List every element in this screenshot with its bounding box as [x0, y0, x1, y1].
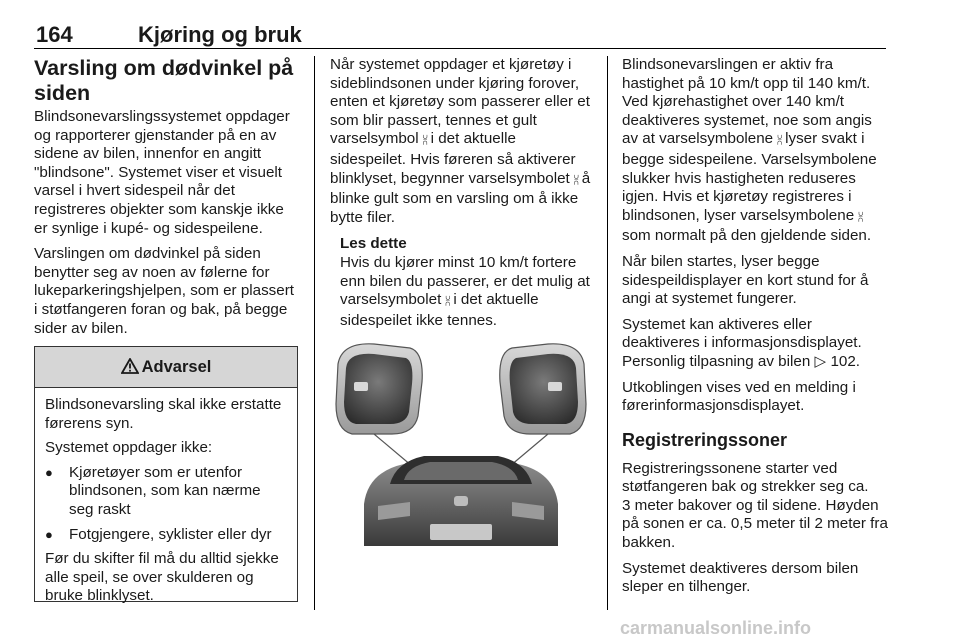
paragraph: Systemet oppdager ikke:: [45, 439, 213, 457]
paragraph: Blindsonevarslingssystemet oppdager og rapporterer gjenstander på en av sidene av bilen, innenfor en angitt "blindsone". Systemet viser et visuelt varsel i hvert sidespeil når det registreres objekter som kanskje ikke er synlige i kupé- og sidespeilene.: [34, 108, 290, 237]
paragraph: Når bilen startes, lyser begge sidespeildisplayer en kort stund for å angi at systemet fungerer.: [622, 252, 869, 308]
page-reference[interactable]: 102.: [830, 352, 860, 370]
blind-spot-symbol-icon: ⩈: [445, 296, 450, 308]
section-title: Varsling om dødvinkel på siden: [34, 56, 294, 105]
text: Hvis du kjører minst 10 km/t fortere enn bilen du passerer, er det mulig at varselsymbolet: [340, 253, 590, 309]
paragraph: Systemet deaktiveres dersom bilen sleper en tilhenger.: [622, 559, 859, 596]
blind-spot-symbol-icon: ⩈: [422, 135, 427, 147]
text: 3 meter bakover og til sidene. Høyden på sonen er ca. 0,5 meter til 2 meter fra bakken.: [622, 496, 888, 552]
column-divider: [607, 56, 608, 610]
column-middle: [330, 56, 592, 330]
left-mirror-warning-icon: [354, 382, 368, 391]
text: lyser svakt i begge sidespeilene. Varselsymbolene slukker hvis hastigheten reduseres igjen. Hvis et kjøretøy registreres i blindsonen, lyser varselsymbolene: [622, 130, 877, 224]
right-mirror-warning-icon: [548, 382, 562, 391]
text: som normalt på den gjeldende siden.: [622, 227, 872, 245]
note-text: [340, 254, 592, 330]
page-number: 164: [36, 22, 73, 47]
paragraph: [330, 56, 592, 227]
text: Registreringssonene starter ved støtfangeren bak og strekker seg ca.: [622, 459, 869, 496]
list-item: ● Fotgjengere, syklister eller dyr: [45, 526, 287, 545]
paragraph: [622, 316, 888, 372]
page-ref-arrow-icon: ▷: [814, 352, 827, 370]
note-title: Les dette: [340, 235, 407, 253]
blind-spot-symbol-icon: ⩈: [858, 211, 862, 223]
paragraph: [622, 460, 888, 553]
text: Blindsonevarslingen er aktiv fra hastighet på 10 km/t opp til 140 km/t. Ved kjørehastighet over 140 km/t deaktiveres systemet, noe som angis av at varselsymbolene: [622, 56, 872, 148]
column-left: [34, 56, 300, 345]
column-right: [622, 56, 888, 604]
warning-list: [45, 464, 287, 544]
paragraph: Utkoblingen vises ved en melding i førerinformasjonsdisplayet.: [622, 378, 856, 415]
paragraph: Varslingen om dødvinkel på siden benytter seg av noen av følerne for lukeparkeringshjelpen, som er plassert i støtfangeren foran og bak, på begge sider av bilen.: [34, 245, 295, 337]
column-divider: [314, 56, 315, 610]
paragraph: Blindsonevarsling skal ikke erstatte førerens syn.: [45, 396, 282, 432]
note-block: [340, 235, 592, 330]
paragraph: [622, 56, 888, 246]
text: i det aktuelle sidespeilet ikke tennes.: [340, 291, 539, 329]
cross-reference-link[interactable]: Personlig tilpasning av bilen: [622, 352, 811, 370]
text: Systemet kan aktiveres eller deaktiveres i informasjonsdisplayet.: [622, 315, 862, 352]
warning-header: [35, 347, 297, 388]
text: Når systemet oppdager et kjøretøy i sideblindsonen under kjøring forover, enten et kjøretøy som passerer eller et som blir passert, tennes et gult varselsymbol: [330, 56, 590, 148]
mirror-illustration: [334, 334, 588, 546]
warning-box: [34, 346, 298, 605]
subsection-title: Registreringssoner: [622, 429, 788, 450]
blind-spot-symbol-icon: ⩈: [777, 135, 781, 147]
chapter-title: Kjøring og bruk: [138, 22, 302, 47]
text: å blinke gult som en varsling om å ikke bytte filer.: [330, 169, 591, 226]
page-header: [34, 8, 886, 49]
list-item: ● Kjøretøyer som er utenfor blindsonen, som kan nærme seg raskt: [45, 464, 287, 520]
paragraph: Før du skifter fil må du alltid sjekke alle speil, se over skulderen og bruke blinklyset.: [45, 550, 279, 605]
warning-title: Advarsel: [141, 357, 212, 376]
warning-triangle-icon: [121, 358, 142, 377]
text: i det aktuelle sidespeilet. Hvis føreren så aktiverer blinklyset, begynner varselsymbolet: [330, 130, 576, 187]
watermark: carmanualsonline.info: [620, 618, 812, 638]
blind-spot-symbol-icon: ⩈: [573, 174, 578, 186]
